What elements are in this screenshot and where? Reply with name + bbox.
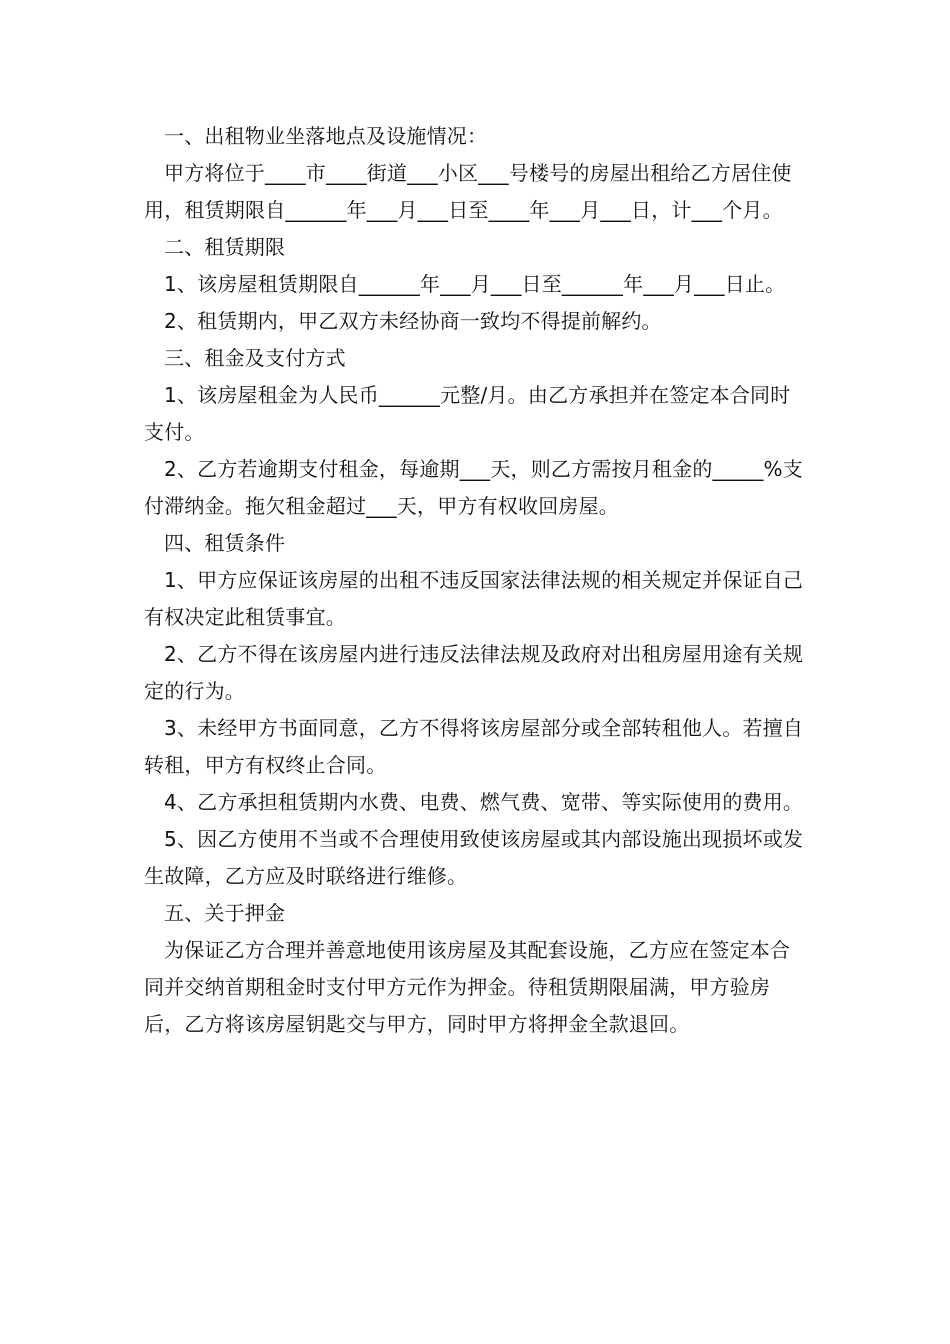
- paragraph-condition-3: 3、未经甲方书面同意，乙方不得将该房屋部分或全部转租他人。若擅自转租，甲方有权终止合同。: [144, 716, 804, 777]
- paragraph-condition-1: 1、甲方应保证该房屋的出租不违反国家法律法规的相关规定并保证自己有权决定此租赁事宜。: [144, 568, 804, 629]
- paragraph-condition-4: 4、乙方承担租赁期内水费、电费、燃气费、宽带、等实际使用的费用。: [164, 790, 804, 814]
- paragraph-location-details: 甲方将位于____市____街道___小区___号楼号的房屋出租给乙方居住使用，租赁期限自______年___月___日至____年___月___日，计___个月。: [144, 161, 792, 222]
- paragraph-lease-term-2: 2、租赁期内，甲乙双方未经协商一致均不得提前解约。: [164, 309, 662, 333]
- paragraph-rent-payment-1: 1、该房屋租金为人民币______元整/月。由乙方承担并在签定本合同时支付。: [144, 383, 791, 444]
- contract-body: [144, 118, 808, 1043]
- section-heading-lease-conditions: 四、租赁条件: [164, 531, 286, 555]
- paragraph-condition-2: 2、乙方不得在该房屋内进行违反法律法规及政府对出租房屋用途有关规定的行为。: [144, 642, 804, 703]
- paragraph-deposit: 为保证乙方合理并善意地使用该房屋及其配套设施，乙方应在签定本合同并交纳首期租金时支付甲方元作为押金。待租赁期限届满，甲方验房后，乙方将该房屋钥匙交与甲方，同时甲方将押金全款退回。: [144, 938, 791, 1036]
- section-heading-lease-term: 二、租赁期限: [164, 235, 286, 259]
- paragraph-rent-payment-2: 2、乙方若逾期支付租金，每逾期___天，则乙方需按月租金的_____%支付滞纳金。拖欠租金超过___天，甲方有权收回房屋。: [144, 457, 803, 518]
- paragraph-lease-term-1: 1、该房屋租赁期限自______年___月___日至______年___月___日止。: [164, 272, 786, 296]
- section-heading-rent-payment: 三、租金及支付方式: [164, 346, 346, 370]
- section-heading-deposit: 五、关于押金: [164, 901, 286, 925]
- paragraph-condition-5: 5、因乙方使用不当或不合理使用致使该房屋或其内部设施出现损坏或发生故障，乙方应及时联络进行维修。: [144, 827, 804, 888]
- section-heading-location: 一、出租物业坐落地点及设施情况：: [164, 124, 488, 148]
